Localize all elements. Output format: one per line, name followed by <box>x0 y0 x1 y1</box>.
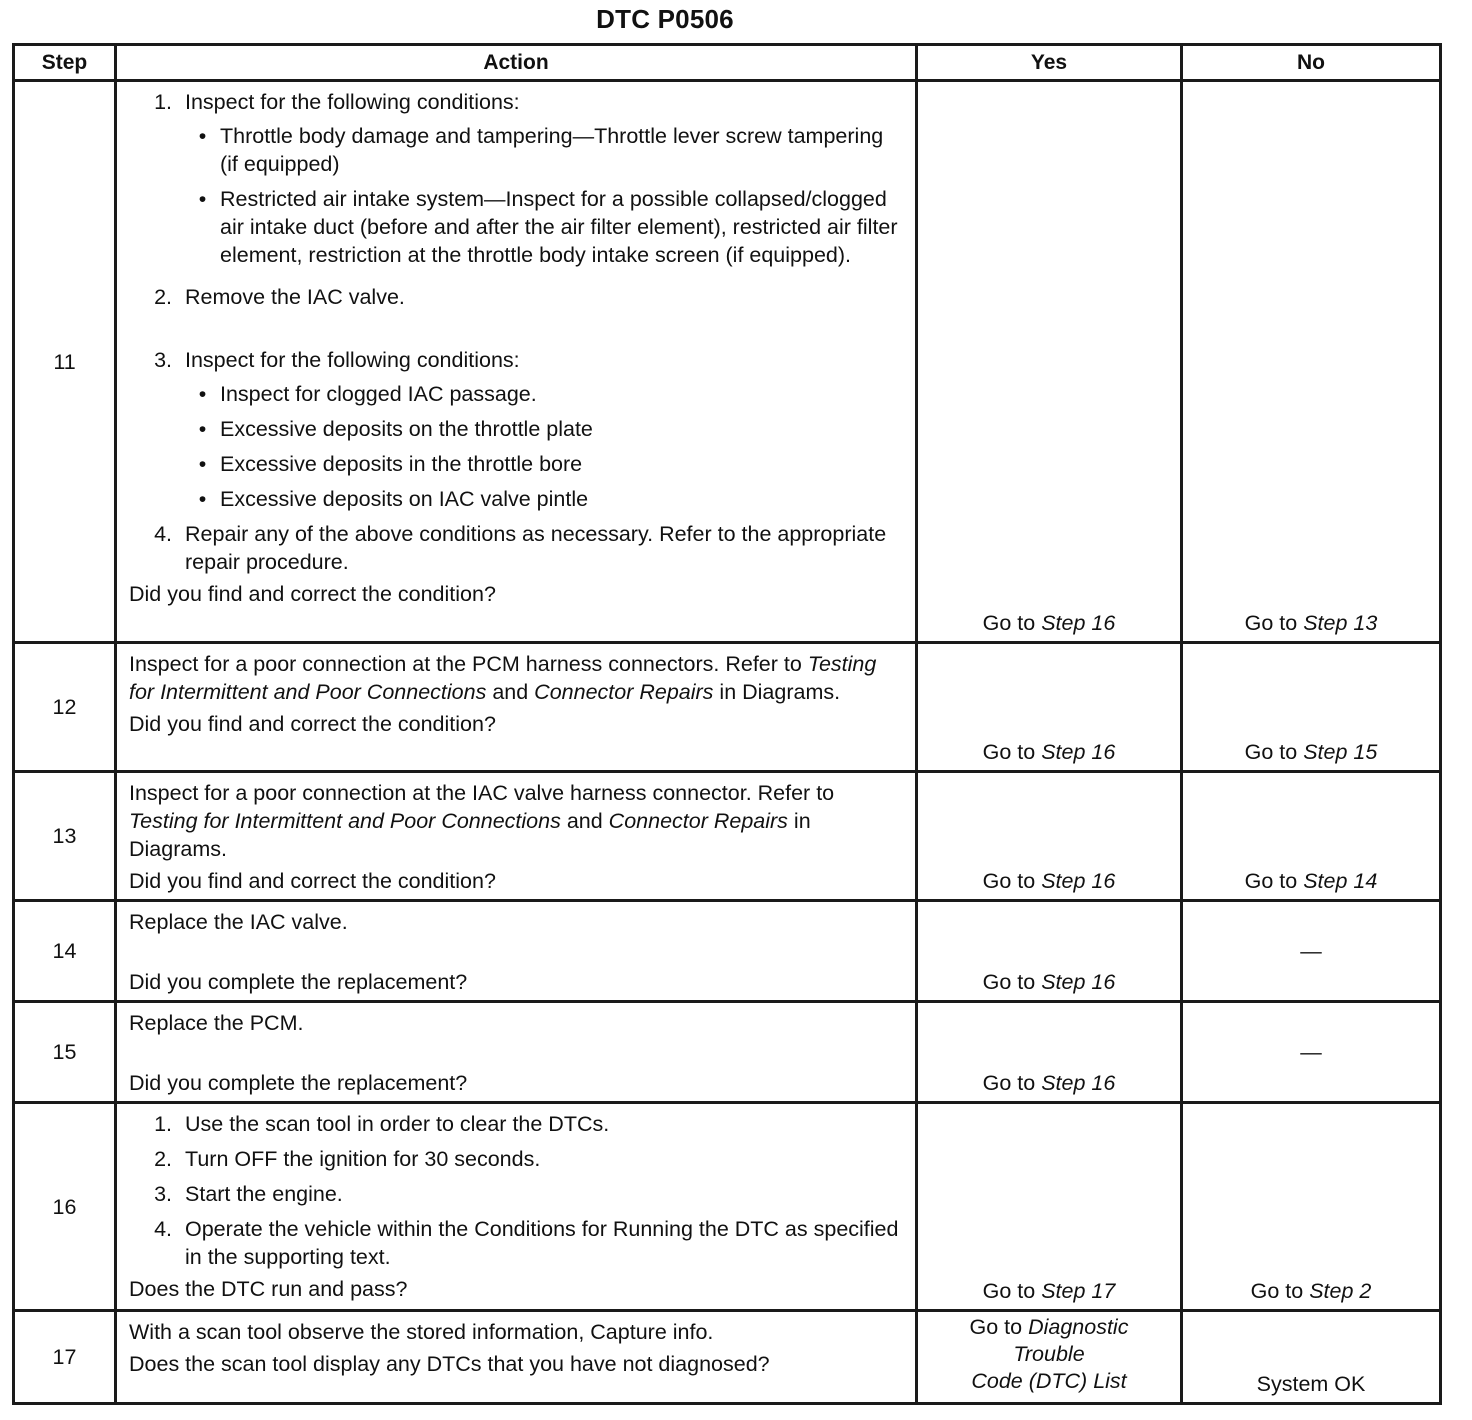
action-text: Replace the PCM. <box>129 1011 304 1035</box>
page-title: DTC P0506 <box>596 4 734 34</box>
no-answer-dash: — <box>1300 1040 1322 1064</box>
action-text: Inspect for a poor connection at the IAC valve harness connector. Refer to Testing for Intermittent and Poor Connections and Connector Repairs in Diagrams. <box>129 781 835 861</box>
bullet-item: • Restricted air intake system—Inspect for a possible collapsed/clogged air intake duct (before and after the air filter element), restricted air filter element, restriction at the throttle body intake screen (if equipped). <box>185 185 905 269</box>
bullet-item: • Inspect for clogged IAC passage. <box>185 380 905 408</box>
bullet-icon: • <box>198 487 207 511</box>
list-item <box>129 520 905 576</box>
no-answer: Go to Step 2 <box>1250 1279 1372 1303</box>
item-number: 4. <box>154 1217 172 1241</box>
yes-answer: Go to Step 16 <box>982 970 1116 994</box>
reference-link[interactable]: Connector Repairs <box>608 809 788 833</box>
yes-answer: Go to Step 17 <box>982 1279 1116 1303</box>
condition-list <box>185 380 905 513</box>
item-text: Turn OFF the ignition for 30 seconds. <box>185 1147 541 1171</box>
no-answer-dash: — <box>1300 939 1322 963</box>
step-number: 12 <box>14 643 116 772</box>
yes-cell <box>917 643 1182 772</box>
action-cell <box>116 772 917 901</box>
yes-cell <box>917 772 1182 901</box>
table-row <box>14 1311 1441 1404</box>
question-text: Does the scan tool display any DTCs that you have not diagnosed? <box>129 1352 770 1376</box>
step-link[interactable]: Step 16 <box>1041 1071 1116 1095</box>
no-cell <box>1182 1311 1441 1404</box>
header-row <box>14 45 1441 81</box>
step-number: 15 <box>14 1002 116 1103</box>
list-item <box>129 346 905 513</box>
bullet-icon: • <box>198 382 207 406</box>
condition-list <box>185 122 905 269</box>
yes-cell <box>917 81 1182 643</box>
blank-line <box>129 311 905 339</box>
step-number: 13 <box>14 772 116 901</box>
step-link[interactable]: Step 17 <box>1041 1279 1116 1303</box>
question-text: Did you complete the replacement? <box>129 970 468 994</box>
table-row <box>14 1002 1441 1103</box>
step-link[interactable]: Step 16 <box>1041 970 1116 994</box>
step-link[interactable]: Step 16 <box>1041 740 1116 764</box>
action-cell <box>116 81 917 643</box>
step-number: 17 <box>14 1311 116 1404</box>
step-link[interactable]: Step 16 <box>1041 611 1116 635</box>
step-link[interactable]: Step 16 <box>1041 869 1116 893</box>
step-link[interactable]: Step 13 <box>1303 611 1378 635</box>
step-number: 11 <box>14 81 116 643</box>
list-item <box>129 88 905 276</box>
reference-link[interactable]: Testing for Intermittent and Poor Connections <box>129 652 877 704</box>
no-cell <box>1182 1103 1441 1311</box>
reference-link[interactable]: Connector Repairs <box>534 680 714 704</box>
action-cell <box>116 1002 917 1103</box>
question-text: Does the DTC run and pass? <box>129 1277 408 1301</box>
item-text: Remove the IAC valve. <box>185 285 405 309</box>
table-row <box>14 901 1441 1002</box>
yes-cell <box>917 901 1182 1002</box>
item-number: 1. <box>154 1112 172 1136</box>
item-text: Inspect for the following conditions: <box>185 90 520 114</box>
no-cell <box>1182 1002 1441 1103</box>
question-text: Did you find and correct the condition? <box>129 712 496 736</box>
header-action: Action <box>116 45 917 81</box>
step-number: 14 <box>14 901 116 1002</box>
no-cell <box>1182 772 1441 901</box>
no-cell <box>1182 81 1441 643</box>
yes-cell <box>917 1002 1182 1103</box>
action-text: Replace the IAC valve. <box>129 910 348 934</box>
item-text: Inspect for the following conditions: <box>185 348 520 372</box>
list-item <box>129 1145 905 1173</box>
item-number: 2. <box>154 285 172 309</box>
table-row <box>14 1103 1441 1311</box>
procedure-list <box>129 1110 905 1271</box>
item-number: 1. <box>154 90 172 114</box>
question-text: Did you find and correct the condition? <box>129 869 496 893</box>
no-answer: Go to Step 15 <box>1244 740 1378 764</box>
list-item <box>129 1180 905 1208</box>
header-step: Step <box>14 45 116 81</box>
item-number: 4. <box>154 522 172 546</box>
bullet-icon: • <box>198 187 207 211</box>
action-cell <box>116 1103 917 1311</box>
no-answer: Go to Step 13 <box>1244 611 1378 635</box>
table-row <box>14 81 1441 643</box>
item-text: Repair any of the above conditions as necessary. Refer to the appropriate repair procedure. <box>185 522 887 574</box>
yes-cell <box>917 1311 1182 1404</box>
no-cell <box>1182 901 1441 1002</box>
reference-link[interactable]: Code (DTC) List <box>971 1369 1127 1393</box>
yes-answer: Go to Step 16 <box>982 740 1116 764</box>
reference-link[interactable]: Testing for Intermittent and Poor Connections <box>129 809 561 833</box>
action-cell <box>116 901 917 1002</box>
step-link[interactable]: Step 15 <box>1303 740 1378 764</box>
list-item <box>129 1215 905 1271</box>
yes-answer: Go to Step 16 <box>982 1071 1116 1095</box>
table-row <box>14 772 1441 901</box>
action-cell <box>116 1311 917 1404</box>
bullet-item: • Throttle body damage and tampering—Throttle lever screw tampering (if equipped) <box>185 122 905 178</box>
bullet-icon: • <box>198 124 207 148</box>
bullet-item: • Excessive deposits on IAC valve pintle <box>185 485 905 513</box>
item-number: 2. <box>154 1147 172 1171</box>
diagnostic-table <box>12 43 1442 1405</box>
bullet-item: • Excessive deposits in the throttle bore <box>185 450 905 478</box>
bullet-item: • Excessive deposits on the throttle plate <box>185 415 905 443</box>
header-no: No <box>1182 45 1441 81</box>
item-number: 3. <box>154 1182 172 1206</box>
no-cell <box>1182 643 1441 772</box>
yes-answer: Go to Step 16 <box>982 869 1116 893</box>
step-link[interactable]: Step 14 <box>1303 869 1378 893</box>
list-item <box>129 283 905 311</box>
table-row <box>14 643 1441 772</box>
yes-answer: Go to Diagnostic <box>969 1315 1129 1339</box>
yes-cell <box>917 1103 1182 1311</box>
action-text: Inspect for a poor connection at the PCM harness connectors. Refer to Testing for Intermittent and Poor Connections and Connector Repairs in Diagrams. <box>129 652 877 704</box>
item-text: Start the engine. <box>185 1182 343 1206</box>
question-text: Did you find and correct the condition? <box>129 582 496 606</box>
no-answer: Go to Step 14 <box>1244 869 1378 893</box>
question-text: Did you complete the replacement? <box>129 1071 468 1095</box>
item-text: Operate the vehicle within the Conditions for Running the DTC as specified in the supporting text. <box>185 1217 899 1269</box>
reference-link[interactable]: Trouble <box>1013 1342 1085 1366</box>
item-text: Use the scan tool in order to clear the DTCs. <box>185 1112 610 1136</box>
reference-link[interactable]: Diagnostic <box>1028 1315 1129 1339</box>
bullet-icon: • <box>198 452 207 476</box>
action-cell <box>116 643 917 772</box>
list-item <box>129 1110 905 1138</box>
step-number: 16 <box>14 1103 116 1311</box>
step-link[interactable]: Step 2 <box>1309 1279 1372 1303</box>
procedure-list <box>129 88 905 576</box>
no-answer: System OK <box>1256 1372 1366 1396</box>
header-yes: Yes <box>917 45 1182 81</box>
item-number: 3. <box>154 348 172 372</box>
bullet-icon: • <box>198 417 207 441</box>
action-text: With a scan tool observe the stored information, Capture info. <box>129 1320 714 1344</box>
yes-answer: Go to Step 16 <box>982 611 1116 635</box>
